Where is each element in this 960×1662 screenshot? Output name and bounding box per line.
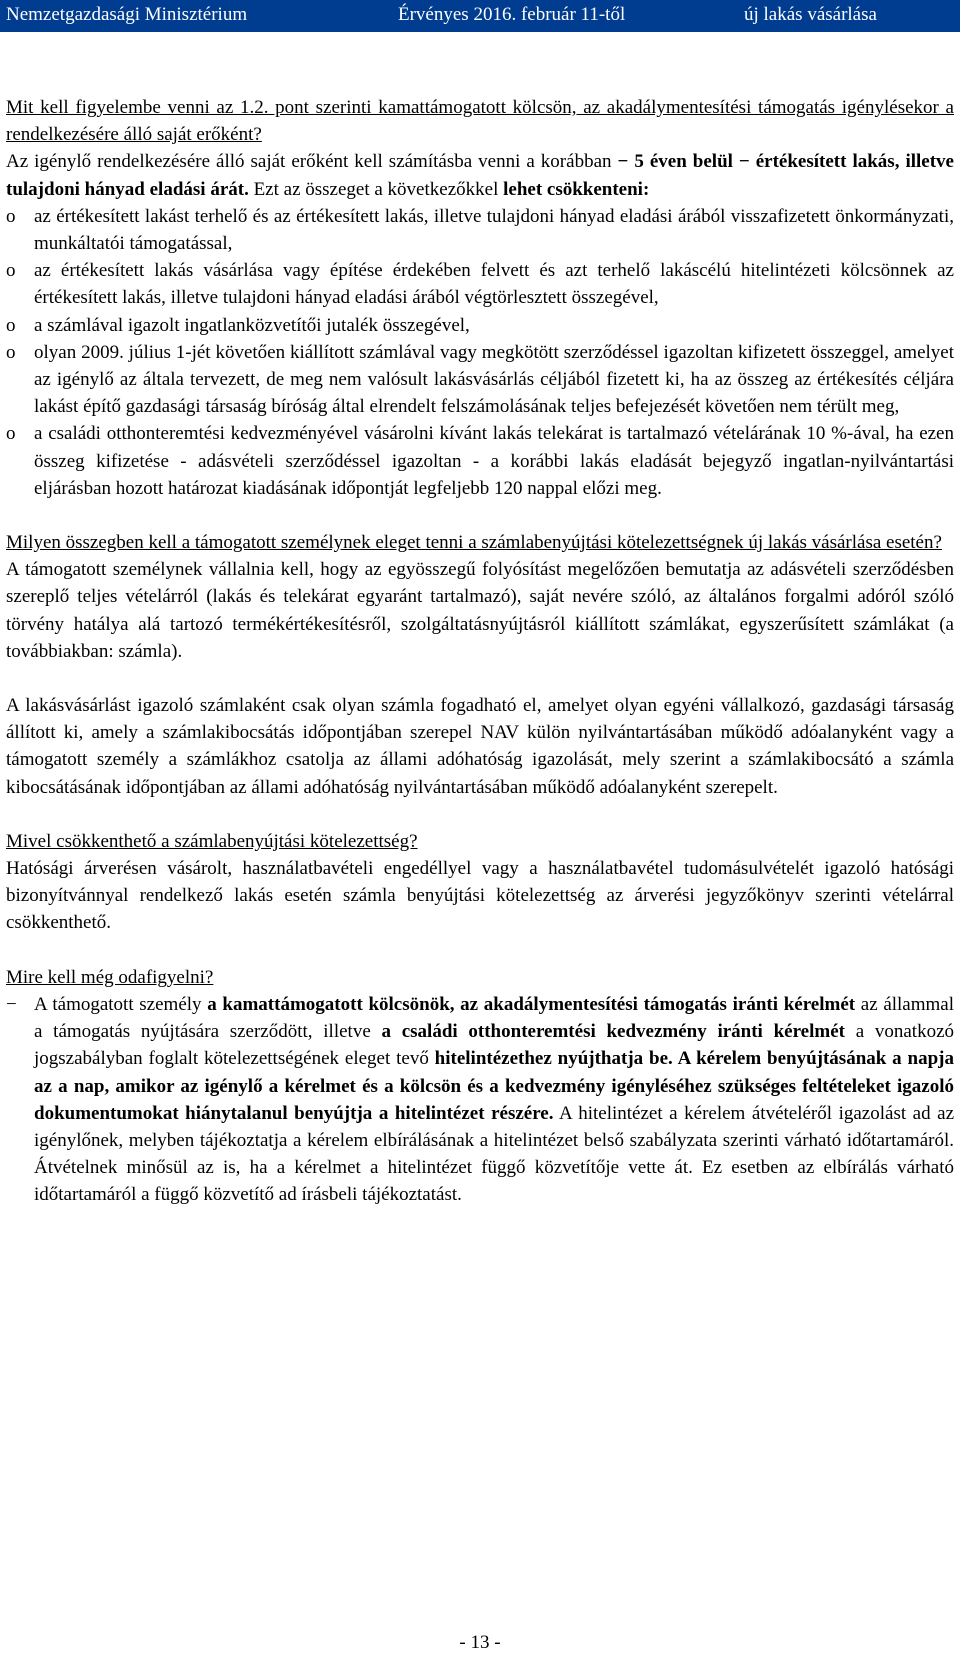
section1-intro-c: Ezt az összeget a következőkkel [248,178,504,200]
section2-paragraph-2: A lakásvásárlást igazoló számlaként csak olyan számla fogadható el, amelyet olyan egyéni vállalkozó, gazdasági társaság állított ki, amely a számlakibocsátás időpontjában szerepel NAV külön nyilvántartásában működő adóalanyként vagy a támogatott személy a számlákhoz csatolja az állami adóhatóság igazolását, mely szerint a számlakibocsátó a számla kibocsátásának időpontjában az állami adóhatóság nyilvántartásában működő adóalanyként szerepelt. [6,695,954,798]
list-item: − A támogatott személy a kamattámogatott kölcsönök, az akadálymentesítési támogatás iránti kérelmét az állammal a támogatás nyújtására szerződött, illetve a családi otthonteremtési kedvezmény iránti kérelmét a vonatkozó jogszabályban foglalt kötelezettségének eleget tevő hitelintézethez nyújthatja be. A kérelem benyújtásának a napja az a nap, amikor az igénylő a kérelmet és a kölcsön és a kedvezmény igényléséhez szükséges feltételeket igazoló dokumentumokat hiánytalanul benyújtja a hitelintézet részére. A hitelintézet a kérelem átvételéről igazolást ad az igénylőnek, melyben tájékoztatja a kérelem elbírálásának a hitelintézet belső szabályzata szerinti várható időtartamáról. Átvételnek minősül az is, ha a kérelmet a hitelintézet függő közvetítője vette át. Ez esetben az elbírálás várható időtartamáról a függő közvetítő ad írásbeli tájékoztatást. [6,991,954,1209]
header-ministry: Nemzetgazdasági Minisztérium [6,4,248,25]
page-number: - 13 - [459,1632,501,1653]
section4-list [6,991,954,1209]
section1-intro-b: − 5 éven belül − értékesített lakás, illetve tulajdoni hányad eladási árát. [6,151,954,200]
section1-intro-a: Az igénylő rendelkezésére álló saját erőként kell számításba venni a korábban [6,151,618,173]
section4-question: Mire kell még odafigyelni? [6,966,214,988]
section1-list [6,203,954,502]
bullet-marker: o [6,314,16,336]
list-item: o a családi otthonteremtési kedvezményével vásárolni kívánt lakás telekárat is tartalmazó vételárának 10 %-ával, ha ezen összeg kifizetése - adásvételi szerződéssel igazoltan - a korábbi lakás eladását bejegyző ingatlan-nyilvántartási eljárásban hozott határozat kiadásának időpontját legfeljebb 120 nappal előzi meg. [6,420,954,502]
bullet-marker: o [6,341,16,363]
section2-question: Milyen összegben kell a támogatott személynek eleget tenni a számlabenyújtási kötelezettségnek új lakás vásárlása esetén? [6,532,942,554]
section3-paragraph: Hatósági árverésen vásárolt, használatbavételi engedéllyel vagy a használatbavétel tudomásulvételét igazoló hatósági bizonyítvánnyal rendelkező lakás esetén számla benyújtási kötelezettség az árverési jegyzőkönyv szerinti vételárral csökkenthető. [6,858,954,934]
list-item: o a számlával igazolt ingatlanközvetítői jutalék összegével, [6,312,954,339]
section1-intro-d: lehet csökkenteni: [503,178,650,200]
header-valid-date: Érvényes 2016. február 11-től [398,4,626,25]
bullet-marker: o [6,205,16,227]
section1-intro [6,148,954,202]
bullet-marker: o [6,260,16,282]
document-body [6,94,954,1209]
list-item: o az értékesített lakást terhelő és az értékesített lakás, illetve tulajdoni hányad eladási árából visszafizetett önkormányzati, munkáltatói támogatással, [6,203,954,257]
list-item: o az értékesített lakás vásárlása vagy építése érdekében felvett és azt terhelő lakáscélú hitelintézeti kölcsönnek az értékesített lakás, illetve tulajdoni hányad eladási árából végtörlesztett összegével, [6,257,954,311]
page-header [0,0,960,32]
bullet-marker: o [6,423,16,445]
dash-marker: − [6,993,17,1015]
section1-question: Mit kell figyelembe venni az 1.2. pont szerinti kamattámogatott kölcsön, az akadálymentesítési támogatás igénylésekor a rendelkezésére álló saját erőként? [6,97,954,146]
section3-question: Mivel csökkenthető a számlabenyújtási kötelezettség? [6,830,418,852]
header-topic: új lakás vásárlása [744,4,877,25]
section2-paragraph-1: A támogatott személynek vállalnia kell, hogy az egyösszegű folyósítást megelőzően bemutatja az adásvételi szerződésben szereplő teljes vételárról (lakás és telekárat egyaránt tartalmazó), saját nevére szóló, az általános forgalmi adóról szóló törvény hatálya alá tartozó termékértékesítésről, szolgáltatásnyújtásról kiállított számlákat, egyszerűsített számlákat (a továbbiakban: számla). [6,559,954,662]
list-item: o olyan 2009. július 1-jét követően kiállított számlával vagy megkötött szerződéssel igazoltan kifizetett összeggel, amelyet az igénylő az általa tervezett, de meg nem valósult lakásvásárlás céljából fizetett ki, ha az összeg az értékesítés céljára lakást építő gazdasági társaság bíróság által elrendelt felszámolásának teljes befejezését követően nem térült meg, [6,339,954,421]
